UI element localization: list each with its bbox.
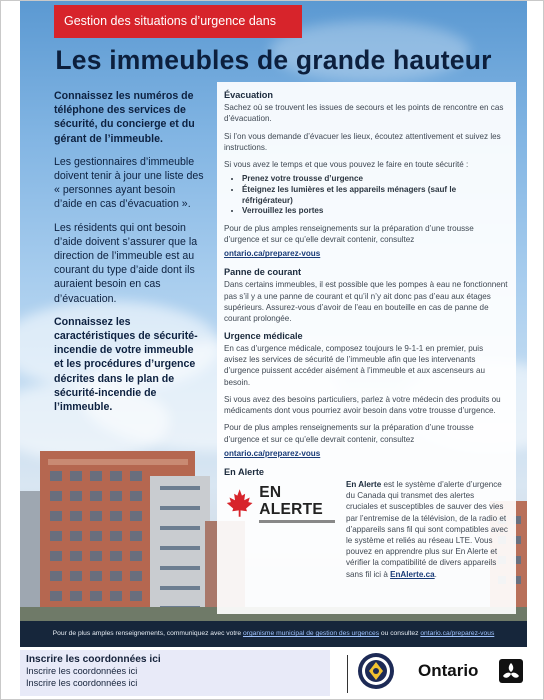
enalerte-link[interactable]: EnAlerte.ca (390, 569, 435, 579)
trillium-logo-icon (498, 658, 524, 684)
evacuation-heading: Évacuation (224, 90, 274, 100)
footer-bar: Pour de plus amples renseignements, communiquez avec votre organisme municipal de gestion des urgences ou consultez ontario.ca/preparez-vous (20, 621, 527, 647)
contact-info-box (20, 650, 330, 696)
power-outage-text: Dans certains immeubles, il est possible que les pompes à eau ne fonctionnent pas s’il y a une panne de courant et qu’il n’y ait donc pas d’eau aux étages supérieurs. Assurez-vous d’avoir de l’eau en bouteille en cas de panne de courant prolongée. (224, 280, 508, 324)
medical-text-1: En cas d’urgence médicale, composez toujours le 9-1-1 en premier, puis avisez les services de sécurité de l’immeuble afin que les intervenants d’urgence puissent accéder aisément à l’immeuble et aux ascenseurs au besoin. (224, 343, 485, 387)
page-title: Les immeubles de grande hauteur (55, 45, 492, 75)
maple-leaf-icon (224, 486, 255, 520)
power-outage-heading: Panne de courant (224, 267, 302, 278)
emergency-management-seal-icon (357, 652, 395, 690)
left-paragraph-4: Connaissez les caractéristiques de sécurité-incendie de votre immeuble et les procédures d’urgence décrites dans le plan de sécurité-incendie de l’immeuble. (54, 315, 198, 414)
evacuation-list (242, 174, 508, 216)
list-item: • Verrouillez les portes (242, 206, 508, 217)
preparez-vous-link-2[interactable]: ontario.ca/preparez-vous (224, 449, 321, 459)
poster-background (20, 1, 527, 621)
left-paragraph-1: Connaissez les numéros de téléphone des services de sécurité, du concierge et du gérant de l’immeuble. (54, 90, 195, 145)
contact-line-1: Inscrire les coordonnées ici (26, 654, 161, 665)
left-paragraph-2: Les gestionnaires d’immeuble doivent tenir à jour une liste des « personnes ayant besoin d’aide en cas d’évacuation ». (54, 155, 204, 211)
municipal-emergency-link[interactable]: organisme municipal de gestion des urgences (243, 630, 380, 637)
evacuation-text-3: Si vous avez le temps et que vous pouvez le faire en toute sécurité : (224, 160, 469, 170)
medical-text-3: Pour de plus amples renseignements sur la préparation d’une trousse d’urgence et sur ce qu’elle devrait contenir, consultez (224, 423, 474, 444)
evacuation-text-1: Sachez où se trouvent les issues de secours et les points de rencontre en cas d’évacuation. (224, 103, 504, 124)
info-panel (217, 82, 516, 614)
header-tab: Gestion des situations d’urgence dans (54, 5, 302, 38)
list-item: • Prenez votre trousse d’urgence (242, 174, 508, 185)
alert-heading: En Alerte (224, 467, 264, 478)
left-paragraph-3: Les résidents qui ont besoin d’aide doivent s’assurer que la direction de l’immeuble est au courant du type d’aide dont ils auraient besoin en cas d’évacuation. (54, 221, 198, 305)
ontario-wordmark: Ontario (418, 661, 479, 680)
logo-divider (347, 655, 348, 693)
list-item: • Éteignez les lumières et les appareils ménagers (sauf le réfrigérateur) (242, 185, 508, 206)
en-alerte-logo (224, 479, 342, 527)
medical-text-2: Si vous avez des besoins particuliers, parlez à votre médecin des produits ou médicaments dont vous pourriez avoir besoin dans votre trousse d’urgence. (224, 394, 501, 416)
footer-preparez-vous-link[interactable]: ontario.ca/preparez-vous (420, 630, 495, 637)
evacuation-text-4: Pour de plus amples renseignements sur la préparation d’une trousse d’urgence et sur ce qu’elle devrait contenir, consultez (224, 223, 474, 245)
en-alerte-logo-text: EN ALERTE (259, 484, 342, 523)
medical-emergency-heading: Urgence médicale (224, 330, 303, 341)
preparez-vous-link-1[interactable]: ontario.ca/preparez-vous (224, 249, 321, 259)
evacuation-text-2: Si l’on vous demande d’évacuer les lieux, écoutez attentivement et suivez les instructions. (224, 131, 501, 152)
alert-description: En Alerte est le système d’alerte d’urgence du Canada qui transmet des alertes cruciales et susceptibles de sauver des vies par l’entremise de la télévision, de la radio et d’appareils sans fil qui sont compatibles avec le système et reliés au réseau LTE. Vous pouvez en apprendre plus sur En Alerte et vérifier la compatibilité de divers appareils sans fil ici à EnAlerte.ca. (346, 480, 508, 579)
left-column (54, 89, 204, 423)
contact-line-3: Inscrire les coordonnées ici (26, 677, 138, 688)
contact-line-2: Inscrire les coordonnées ici (26, 666, 138, 676)
